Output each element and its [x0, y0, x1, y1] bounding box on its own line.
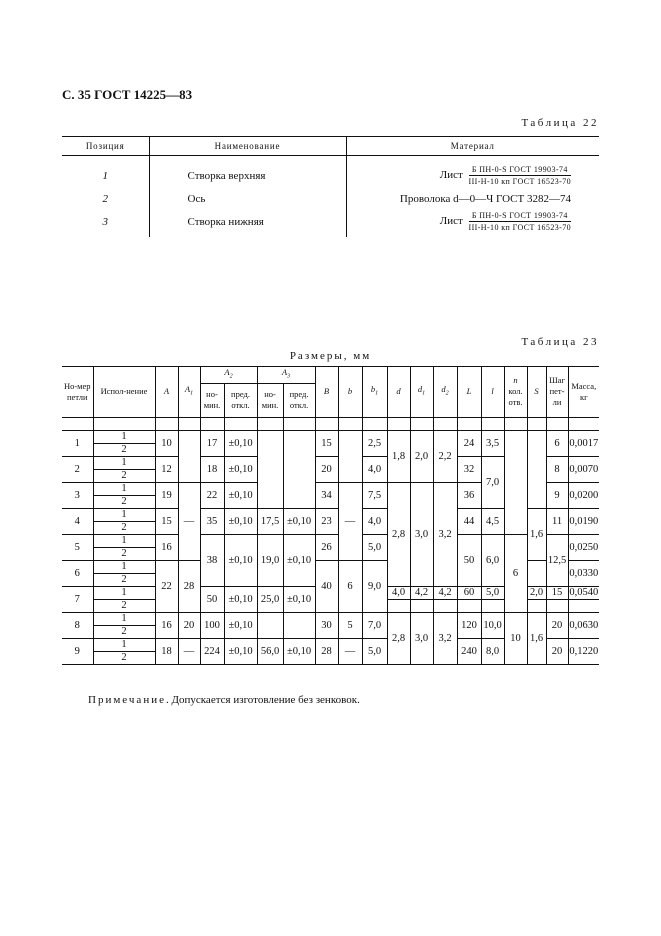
table-cell: 56,0 — [257, 638, 283, 664]
table-cell: 2,5 — [362, 430, 387, 456]
hdr-d1: $d_1$ — [410, 367, 433, 418]
table-cell — [338, 417, 362, 430]
table-cell — [457, 417, 481, 430]
table-cell: 22 — [155, 560, 178, 612]
table-cell: 3 — [62, 482, 93, 508]
table-cell: 18 — [155, 638, 178, 664]
hdr-a3-pred: пред. откл. — [283, 383, 315, 417]
table-cell — [546, 417, 568, 430]
table-cell: 1,6 — [527, 508, 546, 560]
hdr-l: l — [481, 367, 504, 418]
table-cell: 0,0200 — [568, 482, 599, 508]
table-cell: 60 — [457, 586, 481, 599]
table-cell: Проволока d—0—Ч ГОСТ 3282—74 — [346, 187, 599, 210]
table-cell — [224, 417, 257, 430]
table-cell — [457, 599, 481, 612]
table-cell: 17,5 — [257, 508, 283, 534]
table-cell: 0,0630 — [568, 612, 599, 638]
table-cell: 20 — [315, 456, 338, 482]
table-cell: 5,0 — [481, 586, 504, 599]
hdr-b: b — [338, 367, 362, 418]
table-cell — [178, 417, 200, 430]
table-cell: — — [338, 638, 362, 664]
hdr-d2: $d_2$ — [433, 367, 457, 418]
table-cell: 28 — [178, 560, 200, 612]
table-cell: 6 — [546, 430, 568, 456]
table-cell: 18 — [200, 456, 224, 482]
table-cell: 28 — [315, 638, 338, 664]
table-cell — [155, 417, 178, 430]
table-cell — [481, 417, 504, 430]
table-cell — [527, 430, 546, 508]
table-cell: ±0,10 — [224, 430, 257, 456]
hdr-d: d — [387, 367, 410, 418]
hdr-s: S — [527, 367, 546, 418]
table-cell: 2,0 — [527, 586, 546, 599]
table-row — [62, 612, 599, 625]
table-cell — [527, 560, 546, 586]
table-row — [62, 164, 599, 187]
table-cell: 7,5 — [362, 482, 387, 508]
table-cell: 20 — [178, 612, 200, 638]
table-cell: 10 — [155, 430, 178, 456]
hdr-shag: Шаг пет-ли — [546, 367, 568, 418]
table-cell: — — [178, 482, 200, 560]
table-cell: 4,0 — [387, 586, 410, 599]
table-note — [88, 694, 360, 706]
table-cell: 50 — [200, 586, 224, 612]
table-cell: 1 — [62, 430, 93, 456]
table-cell: 0,0250 — [568, 534, 599, 560]
table-cell: 5 — [62, 534, 93, 560]
table-row — [62, 187, 599, 210]
page-header: С. 35 ГОСТ 14225—83 — [62, 87, 193, 102]
table-cell: 16 — [155, 612, 178, 638]
table-cell: 1 — [93, 456, 155, 469]
table-cell — [410, 417, 433, 430]
table-cell: 4,2 — [433, 586, 457, 599]
table-cell: 17 — [200, 430, 224, 456]
table-cell: 1 — [93, 638, 155, 651]
table-cell: 2 — [93, 599, 155, 612]
table-cell: 9,0 — [362, 560, 387, 612]
note-label: Примечание — [88, 694, 166, 706]
table-cell — [62, 417, 93, 430]
table-cell: 1 — [93, 612, 155, 625]
table-cell: 7,0 — [362, 612, 387, 638]
table-cell — [504, 430, 527, 534]
table-row — [62, 534, 599, 547]
table-cell: 2 — [93, 443, 155, 456]
table-cell: 38 — [200, 534, 224, 586]
table-cell: 2 — [62, 456, 93, 482]
table-cell: 2 — [93, 495, 155, 508]
col-name: Наименование — [149, 137, 346, 156]
hdr-a: A — [155, 367, 178, 418]
table-cell: — — [338, 482, 362, 560]
table-cell: 1 — [93, 482, 155, 495]
table-cell: 8 — [546, 456, 568, 482]
table-cell: 3,0 — [410, 482, 433, 586]
hdr-b-upper: B — [315, 367, 338, 418]
table-cell: ±0,10 — [283, 638, 315, 664]
table-cell: 8,0 — [481, 638, 504, 664]
hdr-a2-pred: пред. откл. — [224, 383, 257, 417]
table-cell: 3,2 — [433, 612, 457, 664]
table-cell: 5 — [338, 612, 362, 638]
table-cell: 4 — [62, 508, 93, 534]
table-cell: 36 — [457, 482, 481, 508]
table-cell: 1 — [93, 560, 155, 573]
table-cell: 12 — [155, 456, 178, 482]
table-cell: 120 — [457, 612, 481, 638]
hdr-a3-nom: но-мин. — [257, 383, 283, 417]
table-cell — [481, 599, 504, 612]
table-cell: 3,2 — [433, 482, 457, 586]
table-cell — [93, 417, 155, 430]
table-cell: 4,0 — [362, 508, 387, 534]
table-cell: 19 — [155, 482, 178, 508]
table-cell: 20 — [546, 612, 568, 638]
table-23 — [62, 366, 599, 665]
table-cell: 5,0 — [362, 638, 387, 664]
table-cell — [62, 233, 149, 237]
table-cell: 35 — [200, 508, 224, 534]
table-cell — [433, 599, 457, 612]
table-cell: 15 — [546, 586, 568, 599]
table-cell: — — [178, 638, 200, 664]
table-cell — [387, 599, 410, 612]
table-cell — [527, 417, 546, 430]
table-cell: 3,5 — [481, 430, 504, 456]
table-cell: Лист $\frac{\text{Б ПН-0-S ГОСТ 19903-74}}{\text{III-Н-10 кп ГОСТ 16523-70}}$ — [346, 164, 599, 187]
table-cell: 44 — [457, 508, 481, 534]
table-cell: 2,0 — [410, 430, 433, 482]
table-row — [62, 210, 599, 233]
table-cell — [149, 156, 346, 165]
table-22 — [62, 136, 599, 237]
table-cell: 3 — [102, 215, 108, 228]
table-cell: 40 — [315, 560, 338, 612]
table-cell: 0,0330 — [568, 560, 599, 586]
table-cell: 2 — [93, 573, 155, 586]
table-cell: 2 — [93, 547, 155, 560]
table-cell — [410, 599, 433, 612]
table-cell: 12,5 — [546, 534, 568, 586]
table-cell: 5,0 — [362, 534, 387, 560]
table-cell — [504, 417, 527, 430]
table-cell: 10,0 — [481, 612, 504, 638]
table-cell — [346, 233, 599, 237]
table-cell: Створка нижняя — [149, 210, 346, 233]
table-cell: 1 — [93, 534, 155, 547]
table-cell — [387, 417, 410, 430]
table-cell: 11 — [546, 508, 568, 534]
table-cell: Створка верхняя — [149, 164, 346, 187]
table-cell: 4,5 — [481, 508, 504, 534]
hdr-a1: $A_1$ — [178, 367, 200, 418]
table-cell: 1 — [93, 430, 155, 443]
table-cell — [362, 417, 387, 430]
table-cell: 0,0017 — [568, 430, 599, 456]
table-cell — [568, 417, 599, 430]
hdr-a2-nom: но-мин. — [200, 383, 224, 417]
table-cell: ±0,10 — [224, 612, 257, 638]
table-cell: 1,8 — [387, 430, 410, 482]
table-cell: Ось — [149, 187, 346, 210]
table-cell — [346, 156, 599, 165]
table-cell: 10 — [504, 612, 527, 664]
table-cell: Лист $\frac{\text{Б ПН-0-S ГОСТ 19903-74}}{\text{III-Н-10 кп ГОСТ 16523-70}}$ — [346, 210, 599, 233]
table-cell: ±0,10 — [224, 456, 257, 482]
table-cell: 32 — [457, 456, 481, 482]
table-cell: 6 — [62, 560, 93, 586]
table-cell: 6 — [504, 534, 527, 612]
table-cell: 0,1220 — [568, 638, 599, 664]
table-cell — [433, 417, 457, 430]
table-cell: ±0,10 — [224, 508, 257, 534]
table-cell: 25,0 — [257, 586, 283, 612]
table-cell: 240 — [457, 638, 481, 664]
table-cell: 1 — [93, 586, 155, 599]
table-cell — [257, 417, 283, 430]
table-cell: ±0,10 — [283, 508, 315, 534]
table-cell: 3,0 — [410, 612, 433, 664]
table-23-caption: Таблица 23 — [521, 336, 599, 348]
table-cell: 4,0 — [362, 456, 387, 482]
table-cell — [568, 599, 599, 612]
table-cell — [283, 612, 315, 638]
table-cell: 2 — [93, 469, 155, 482]
table-cell: ±0,10 — [224, 482, 257, 508]
table-cell: ±0,10 — [224, 534, 257, 586]
table-cell: 30 — [315, 612, 338, 638]
table-cell: ±0,10 — [283, 534, 315, 586]
table-cell — [178, 430, 200, 482]
col-material: Материал — [346, 137, 599, 156]
table-row — [62, 430, 599, 443]
table-cell: 16 — [155, 534, 178, 560]
table-cell — [149, 233, 346, 237]
table-cell: 26 — [315, 534, 338, 560]
table-cell: ±0,10 — [283, 586, 315, 612]
table-cell — [257, 612, 283, 638]
table-cell: 2 — [93, 625, 155, 638]
table-cell: 2,2 — [433, 430, 457, 482]
table-cell — [338, 430, 362, 482]
table-cell: 2 — [102, 192, 108, 205]
table-cell: 34 — [315, 482, 338, 508]
table-cell: 2,8 — [387, 482, 410, 586]
table-cell: 6,0 — [481, 534, 504, 586]
table-cell: 19,0 — [257, 534, 283, 586]
table-cell: 2 — [93, 651, 155, 664]
table-cell: 1 — [102, 169, 108, 182]
table-cell — [200, 417, 224, 430]
hdr-a3: $A_3$ — [257, 367, 315, 384]
table-cell: 24 — [457, 430, 481, 456]
table-cell: 15 — [315, 430, 338, 456]
table-cell: 1,6 — [527, 612, 546, 664]
table-cell: 7,0 — [481, 456, 504, 508]
table-23-subtitle: Размеры, мм — [289, 350, 372, 362]
hdr-a2: $A_2$ — [200, 367, 257, 384]
table-cell — [546, 599, 568, 612]
table-cell — [283, 417, 315, 430]
hdr-n: n кол. отв. — [504, 367, 527, 418]
material-fraction: $\frac{\text{Б ПН-0-S ГОСТ 19903-74}}{\text{III-Н-10 кп ГОСТ 16523-70}}$ — [468, 165, 571, 186]
hdr-ispolnenie: Испол-нение — [93, 367, 155, 418]
table-cell: ±0,10 — [224, 586, 257, 612]
table-cell: 6 — [338, 560, 362, 612]
table-cell: 0,0070 — [568, 456, 599, 482]
hdr-l-upper: L — [457, 367, 481, 418]
table-cell — [527, 599, 546, 612]
table-cell — [62, 156, 149, 165]
table-cell: 22 — [200, 482, 224, 508]
table-cell: 8 — [62, 612, 93, 638]
table-22-caption: Таблица 22 — [521, 117, 599, 129]
material-fraction: $\frac{\text{Б ПН-0-S ГОСТ 19903-74}}{\text{III-Н-10 кп ГОСТ 16523-70}}$ — [468, 211, 571, 232]
table-cell: 23 — [315, 508, 338, 534]
table-cell: 224 — [200, 638, 224, 664]
table-cell: 1 — [93, 508, 155, 521]
hdr-b1: $b_1$ — [362, 367, 387, 418]
hdr-nomer: Но-мер петли — [62, 367, 93, 418]
table-cell: 20 — [546, 638, 568, 664]
hdr-massa: Масса, кг — [568, 367, 599, 418]
table-cell: 50 — [457, 534, 481, 586]
col-position: Позиция — [62, 137, 149, 156]
table-cell: 2,8 — [387, 612, 410, 664]
table-cell: 9 — [62, 638, 93, 664]
table-cell — [283, 430, 315, 508]
table-cell — [315, 417, 338, 430]
table-cell: 4,2 — [410, 586, 433, 599]
table-cell: 7 — [62, 586, 93, 612]
table-cell: ±0,10 — [224, 638, 257, 664]
table-cell: 0,0190 — [568, 508, 599, 534]
note-text: . Допускается изготовление без зенковок. — [165, 694, 360, 706]
table-cell: 15 — [155, 508, 178, 534]
table-cell: 0,0540 — [569, 587, 599, 599]
table-cell: 9 — [546, 482, 568, 508]
table-cell: 2 — [93, 521, 155, 534]
table-cell: 100 — [200, 612, 224, 638]
table-cell — [257, 430, 283, 508]
